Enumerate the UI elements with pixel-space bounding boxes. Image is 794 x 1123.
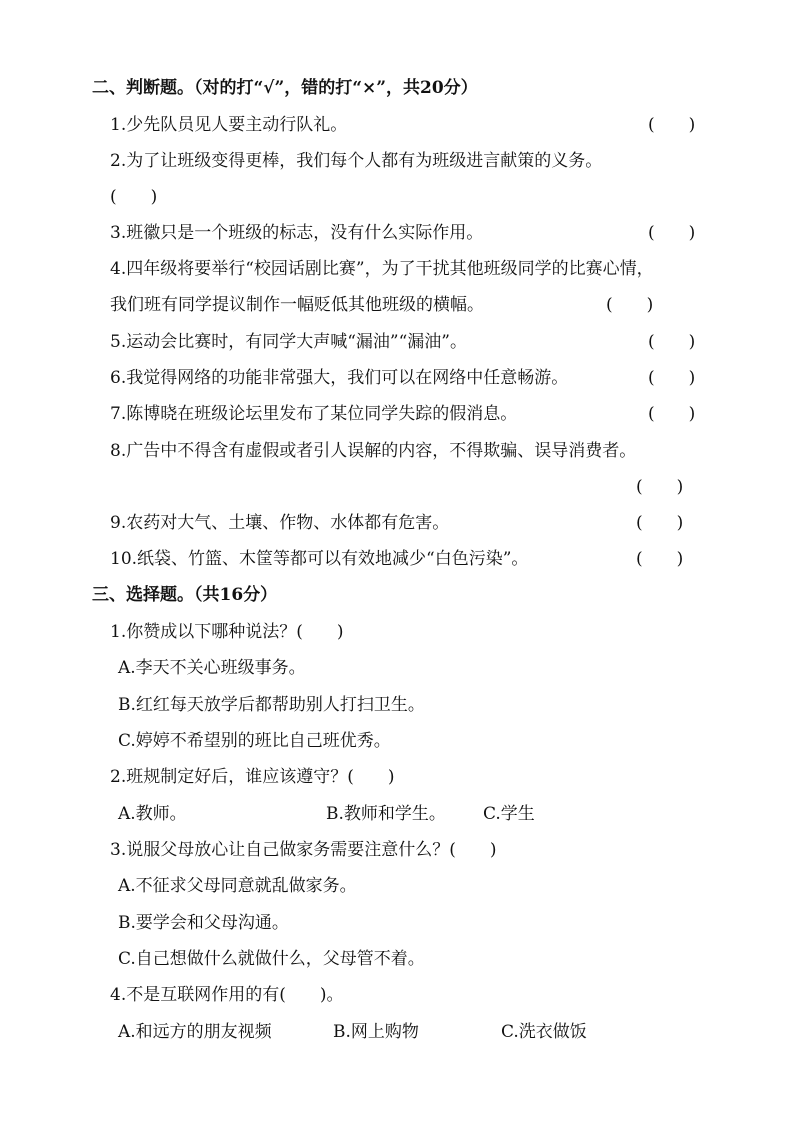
choice-q1: 1.你赞成以下哪种说法？( ) bbox=[110, 622, 344, 642]
choice-q2-option-b[interactable]: B.教师和学生。 bbox=[326, 804, 446, 824]
choice-q3: 3.说服父母放心让自己做家务需要注意什么？( ) bbox=[110, 840, 497, 860]
choice-q1-option-c[interactable]: C.婷婷不希望别的班比自己班优秀。 bbox=[118, 731, 391, 751]
choice-q3-option-b[interactable]: B.要学会和父母沟通。 bbox=[118, 913, 289, 933]
answer-blank-q6[interactable]: ( ) bbox=[648, 368, 696, 388]
choice-q2-option-a[interactable]: A.教师。 bbox=[118, 804, 187, 824]
choice-q2: 2.班规制定好后，谁应该遵守？( ) bbox=[110, 767, 395, 787]
judge-q2: 2.为了让班级变得更棒，我们每个人都有为班级进言献策的义务。 bbox=[110, 151, 603, 171]
judge-q5: 5.运动会比赛时，有同学大声喊“漏油”“漏油”。 bbox=[110, 332, 467, 352]
answer-blank-q10[interactable]: ( ) bbox=[636, 549, 684, 569]
answer-blank-q2[interactable]: ( ) bbox=[110, 187, 158, 207]
choice-q1-option-a[interactable]: A.李天不关心班级事务。 bbox=[118, 658, 306, 678]
judge-q4-line2: 我们班有同学提议制作一幅贬低其他班级的横幅。 bbox=[110, 295, 484, 315]
answer-blank-q7[interactable]: ( ) bbox=[648, 404, 696, 424]
choice-q3-option-c[interactable]: C.自己想做什么就做什么，父母管不着。 bbox=[118, 949, 425, 969]
judge-q3: 3.班徽只是一个班级的标志，没有什么实际作用。 bbox=[110, 223, 484, 243]
judge-q6: 6.我觉得网络的功能非常强大，我们可以在网络中任意畅游。 bbox=[110, 368, 569, 388]
judge-q10: 10.纸袋、竹篮、木筐等都可以有效地减少“白色污染”。 bbox=[110, 549, 529, 569]
judge-q1: 1.少先队员见人要主动行队礼。 bbox=[110, 115, 348, 135]
choice-q4: 4.不是互联网作用的有( )。 bbox=[110, 985, 344, 1005]
choice-q1-option-b[interactable]: B.红红每天放学后都帮助别人打扫卫生。 bbox=[118, 695, 425, 715]
answer-blank-q8[interactable]: ( ) bbox=[636, 477, 684, 497]
judge-q9: 9.农药对大气、土壤、作物、水体都有危害。 bbox=[110, 513, 450, 533]
choice-q2-option-c[interactable]: C.学生 bbox=[483, 804, 535, 824]
answer-blank-q9[interactable]: ( ) bbox=[636, 513, 684, 533]
answer-blank-q4[interactable]: ( ) bbox=[606, 295, 654, 315]
section-heading-choice: 三、选择题。（共16分） bbox=[92, 585, 278, 605]
choice-q4-option-c[interactable]: C.洗衣做饭 bbox=[501, 1022, 587, 1042]
answer-blank-q5[interactable]: ( ) bbox=[648, 332, 696, 352]
choice-q4-option-a[interactable]: A.和远方的朋友视频 bbox=[118, 1022, 272, 1042]
answer-blank-q1[interactable]: ( ) bbox=[648, 115, 696, 135]
choice-q3-option-a[interactable]: A.不征求父母同意就乱做家务。 bbox=[118, 876, 357, 896]
section-heading-judge: 二、判断题。（对的打“√”，错的打“×”，共20分） bbox=[92, 78, 478, 98]
answer-blank-q3[interactable]: ( ) bbox=[648, 223, 696, 243]
judge-q7: 7.陈博晓在班级论坛里发布了某位同学失踪的假消息。 bbox=[110, 404, 518, 424]
choice-q4-option-b[interactable]: B.网上购物 bbox=[333, 1022, 419, 1042]
judge-q8: 8.广告中不得含有虚假或者引人误解的内容，不得欺骗、误导消费者。 bbox=[110, 441, 637, 461]
judge-q4-line1: 4.四年级将要举行“校园话剧比赛”，为了干扰其他班级同学的比赛心情， bbox=[110, 259, 654, 279]
